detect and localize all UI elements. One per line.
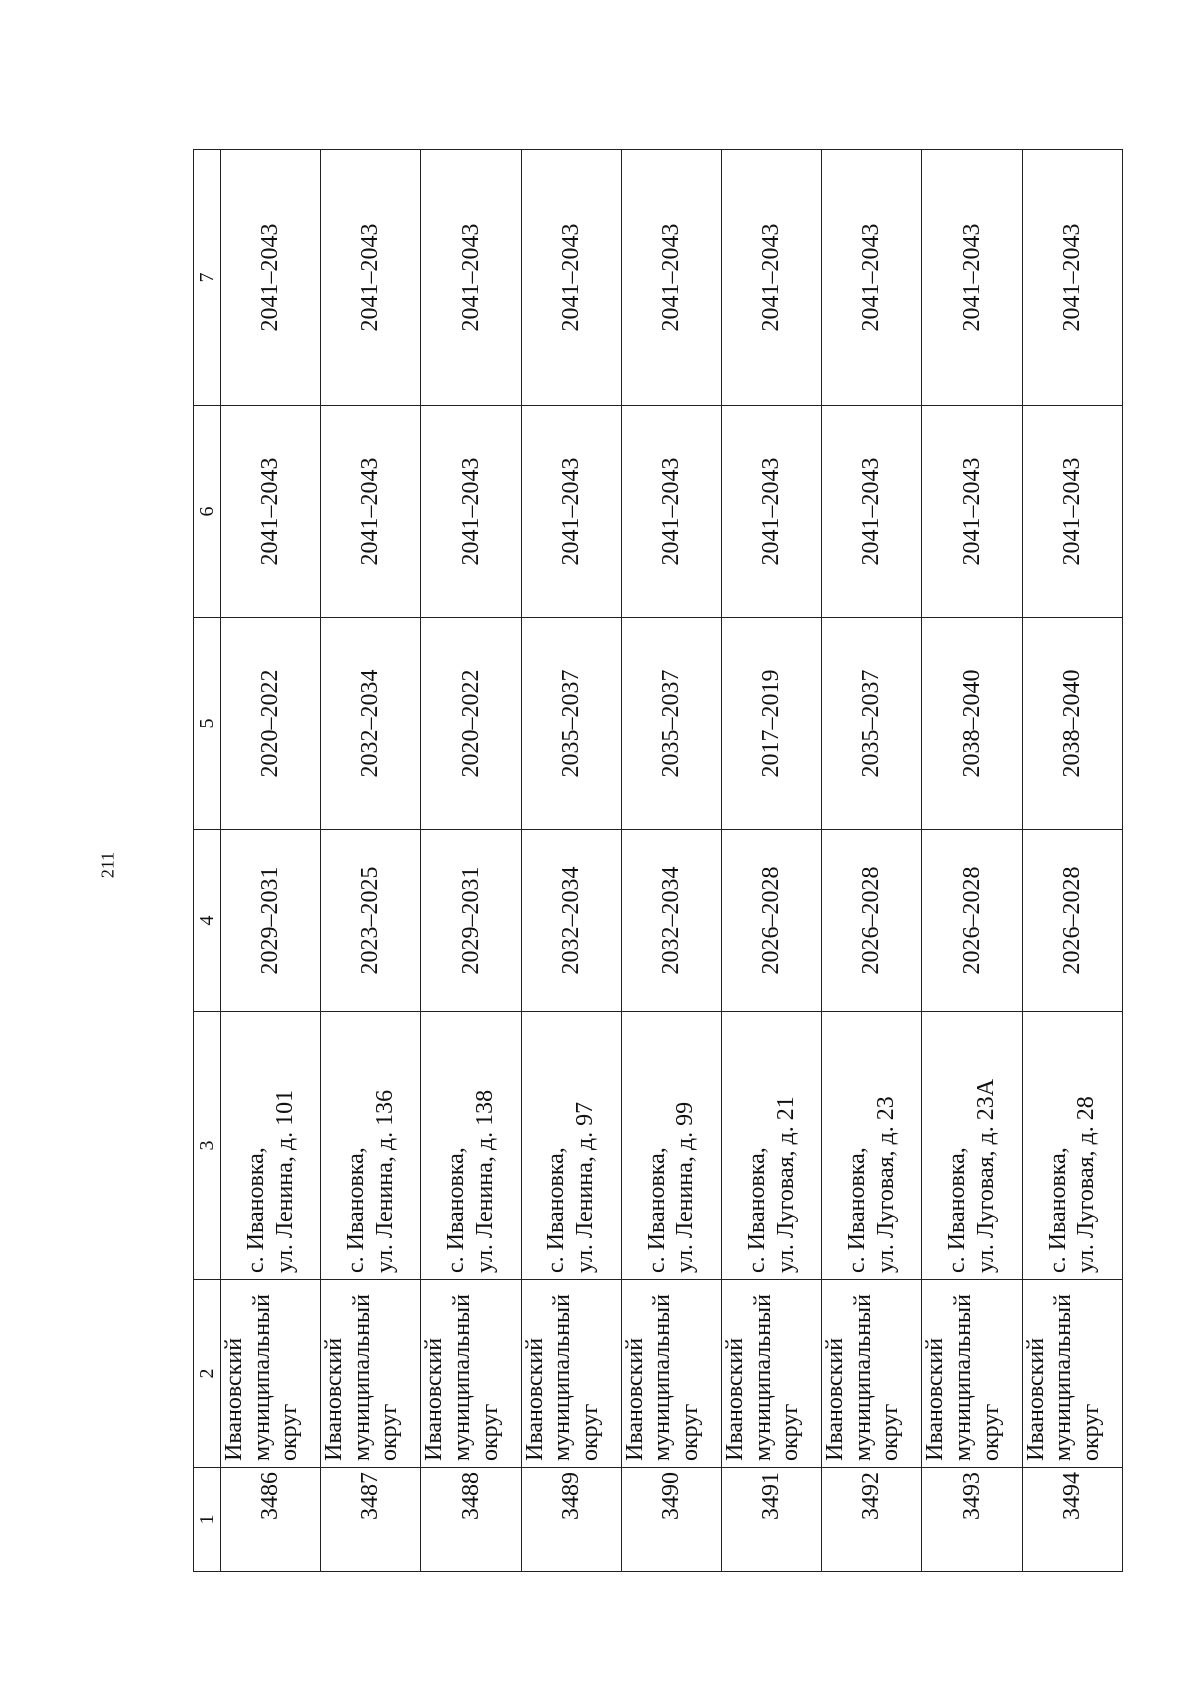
row-number-cell: 3491 xyxy=(722,1468,822,1572)
address-line-1: с. Ивановка, xyxy=(944,1147,971,1273)
period-cell-col5: 2038–2040 xyxy=(1022,618,1122,830)
district-cell: Ивановский муниципальный округ xyxy=(321,1280,421,1468)
period-cell-col4: 2026–2028 xyxy=(822,830,922,1012)
address-line-1: с. Ивановка, xyxy=(1044,1147,1071,1273)
header-cell: 4 xyxy=(194,830,221,1012)
header-cell: 2 xyxy=(194,1280,221,1468)
address-line-2: ул. Ленина, д. 136 xyxy=(371,1089,398,1273)
table-row xyxy=(1022,150,1122,1572)
district-cell: Ивановский муниципальный округ xyxy=(722,1280,822,1468)
period-cell-col7: 2041–2043 xyxy=(321,150,421,406)
period-cell-col4: 2029–2031 xyxy=(221,830,321,1012)
period-cell-col4: 2032–2034 xyxy=(521,830,621,1012)
table-header-row xyxy=(194,150,221,1572)
row-number-cell: 3487 xyxy=(321,1468,421,1572)
address-line-2: ул. Ленина, д. 99 xyxy=(672,1101,699,1273)
period-cell-col5: 2035–2037 xyxy=(621,618,721,830)
period-cell-col6: 2041–2043 xyxy=(1022,406,1122,618)
period-cell-col5: 2032–2034 xyxy=(321,618,421,830)
district-cell: Ивановский муниципальный округ xyxy=(1022,1280,1122,1468)
address-cell xyxy=(1022,1012,1122,1280)
address-cell xyxy=(621,1012,721,1280)
address-line-1: с. Ивановка, xyxy=(743,1147,770,1273)
period-cell-col4: 2026–2028 xyxy=(922,830,1022,1012)
header-cell: 6 xyxy=(194,406,221,618)
period-cell-col6: 2041–2043 xyxy=(922,406,1022,618)
address-cell xyxy=(722,1012,822,1280)
table-row xyxy=(722,150,822,1572)
address-line-2: ул. Ленина, д. 101 xyxy=(271,1089,298,1273)
address-cell xyxy=(421,1012,521,1280)
row-number-cell: 3493 xyxy=(922,1468,1022,1572)
address-line-1: с. Ивановка, xyxy=(643,1147,670,1273)
document-table xyxy=(193,149,1123,1572)
table-row xyxy=(321,150,421,1572)
period-cell-col7: 2041–2043 xyxy=(221,150,321,406)
address-cell xyxy=(521,1012,621,1280)
period-cell-col6: 2041–2043 xyxy=(421,406,521,618)
period-cell-col6: 2041–2043 xyxy=(321,406,421,618)
district-cell: Ивановский муниципальный округ xyxy=(221,1280,321,1468)
period-cell-col6: 2041–2043 xyxy=(621,406,721,618)
period-cell-col7: 2041–2043 xyxy=(1022,150,1122,406)
period-cell-col7: 2041–2043 xyxy=(621,150,721,406)
period-cell-col4: 2023–2025 xyxy=(321,830,421,1012)
header-cell: 5 xyxy=(194,618,221,830)
district-cell: Ивановский муниципальный округ xyxy=(621,1280,721,1468)
period-cell-col5: 2017–2019 xyxy=(722,618,822,830)
page-number: 211 xyxy=(97,851,118,879)
address-line-2: ул. Луговая, д. 23А xyxy=(973,1078,1000,1273)
row-number-cell: 3489 xyxy=(521,1468,621,1572)
period-cell-col7: 2041–2043 xyxy=(922,150,1022,406)
row-number-cell: 3490 xyxy=(621,1468,721,1572)
period-cell-col7: 2041–2043 xyxy=(521,150,621,406)
address-line-1: с. Ивановка, xyxy=(242,1147,269,1273)
period-cell-col5: 2035–2037 xyxy=(822,618,922,830)
row-number-cell: 3486 xyxy=(221,1468,321,1572)
address-line-1: с. Ивановка, xyxy=(543,1147,570,1273)
table-row xyxy=(421,150,521,1572)
table-row xyxy=(521,150,621,1572)
address-line-2: ул. Ленина, д. 97 xyxy=(572,1101,599,1273)
period-cell-col7: 2041–2043 xyxy=(421,150,521,406)
table-row xyxy=(922,150,1022,1572)
district-cell: Ивановский муниципальный округ xyxy=(421,1280,521,1468)
table-row xyxy=(221,150,321,1572)
header-cell: 3 xyxy=(194,1012,221,1280)
address-line-1: с. Ивановка, xyxy=(443,1147,470,1273)
address-line-1: с. Ивановка, xyxy=(844,1147,871,1273)
header-cell: 7 xyxy=(194,150,221,406)
period-cell-col5: 2035–2037 xyxy=(521,618,621,830)
period-cell-col4: 2026–2028 xyxy=(1022,830,1122,1012)
period-cell-col4: 2032–2034 xyxy=(621,830,721,1012)
document-table-container xyxy=(193,150,1123,1572)
header-cell: 1 xyxy=(194,1468,221,1572)
address-line-2: ул. Луговая, д. 23 xyxy=(872,1096,899,1273)
row-number-cell: 3494 xyxy=(1022,1468,1122,1572)
period-cell-col7: 2041–2043 xyxy=(722,150,822,406)
address-line-2: ул. Луговая, д. 28 xyxy=(1073,1096,1100,1273)
period-cell-col5: 2038–2040 xyxy=(922,618,1022,830)
address-line-1: с. Ивановка, xyxy=(343,1147,370,1273)
period-cell-col6: 2041–2043 xyxy=(221,406,321,618)
address-cell xyxy=(922,1012,1022,1280)
period-cell-col4: 2026–2028 xyxy=(722,830,822,1012)
period-cell-col5: 2020–2022 xyxy=(421,618,521,830)
row-number-cell: 3492 xyxy=(822,1468,922,1572)
table-row xyxy=(822,150,922,1572)
period-cell-col5: 2020–2022 xyxy=(221,618,321,830)
district-cell: Ивановский муниципальный округ xyxy=(922,1280,1022,1468)
address-cell xyxy=(221,1012,321,1280)
row-number-cell: 3488 xyxy=(421,1468,521,1572)
period-cell-col4: 2029–2031 xyxy=(421,830,521,1012)
address-cell xyxy=(321,1012,421,1280)
district-cell: Ивановский муниципальный округ xyxy=(521,1280,621,1468)
period-cell-col6: 2041–2043 xyxy=(521,406,621,618)
period-cell-col6: 2041–2043 xyxy=(722,406,822,618)
period-cell-col6: 2041–2043 xyxy=(822,406,922,618)
period-cell-col7: 2041–2043 xyxy=(822,150,922,406)
address-line-2: ул. Луговая, д. 21 xyxy=(772,1096,799,1273)
address-line-2: ул. Ленина, д. 138 xyxy=(472,1089,499,1273)
table-row xyxy=(621,150,721,1572)
district-cell: Ивановский муниципальный округ xyxy=(822,1280,922,1468)
address-cell xyxy=(822,1012,922,1280)
